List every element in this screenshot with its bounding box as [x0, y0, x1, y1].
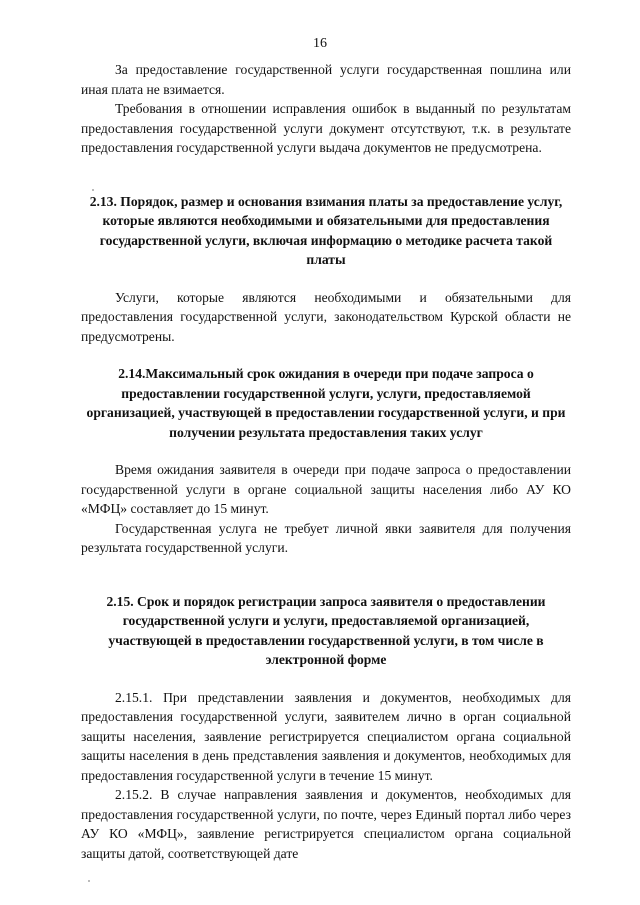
paragraph-fee: За предоставление государственной услуги государственная пошлина или иная плата не взимается. [81, 62, 571, 97]
paragraph-2-15-2: 2.15.2. В случае направления заявления и документов, необходимых для предоставления государственной услуги, по почте, через Единый портал либо через АУ КО «МФЦ», заявление регистрируется специалистом органа социальной защиты датой, соответствующей дате [81, 787, 571, 861]
page-number: 16 [313, 36, 327, 51]
paragraph-2-13: Услуги, которые являются необходимыми и обязательными для предоставления государственной услуги, законодательством Курской области не предусмотрены. [81, 289, 571, 344]
document-body [81, 60, 571, 863]
section-heading-2-13: 2.13. Порядок, размер и основания взимания платы за предоставление услуг, которые являются необходимыми и обязательными для предоставления государственной услуги, включая информацию о методике расчета такой платы [89, 193, 563, 267]
paragraph-2-15-1: 2.15.1. При представлении заявления и документов, необходимых для предоставления государственной услуги, заявителем лично в орган социальной защиты населения, заявление регистрируется специалистом органа социальной защиты населения в день представления заявления и документов, необходимых для предоставления государственной услуги в течение 15 минут. [81, 689, 571, 783]
paragraph-2-14-wait-time: Время ожидания заявителя в очереди при подаче запроса о предоставлении государственной услуги в органе социальной защиты населения либо АУ КО «МФЦ» составляет до 15 минут. [81, 462, 571, 516]
scan-dot [88, 880, 90, 882]
section-heading-2-15: 2.15. Срок и порядок регистрации запроса заявителя о предоставлении государственной услуги и услуги, предоставляемой организацией, участвующей в предоставлении государственной услуги, в том числе в электронной форме [106, 593, 546, 667]
paragraph-error-correction: Требования в отношении исправления ошибок в выданный по результатам предоставления государственной услуги документ отсутствуют, т.к. в результате предоставления государственной услуги выдача документов не предусмотрена. [81, 101, 571, 155]
paragraph-2-14-no-visit: Государственная услуга не требует личной явки заявителя для получения результата государственной услуги. [81, 520, 571, 555]
scan-dot [92, 189, 94, 191]
section-heading-2-14: 2.14.Максимальный срок ожидания в очереди при подаче запроса о предоставлении государственной услуги, услуги, предоставляемой организацией, участвующей в предоставлении государственной услуги, и при получении результата предоставления таких услуг [86, 366, 566, 440]
